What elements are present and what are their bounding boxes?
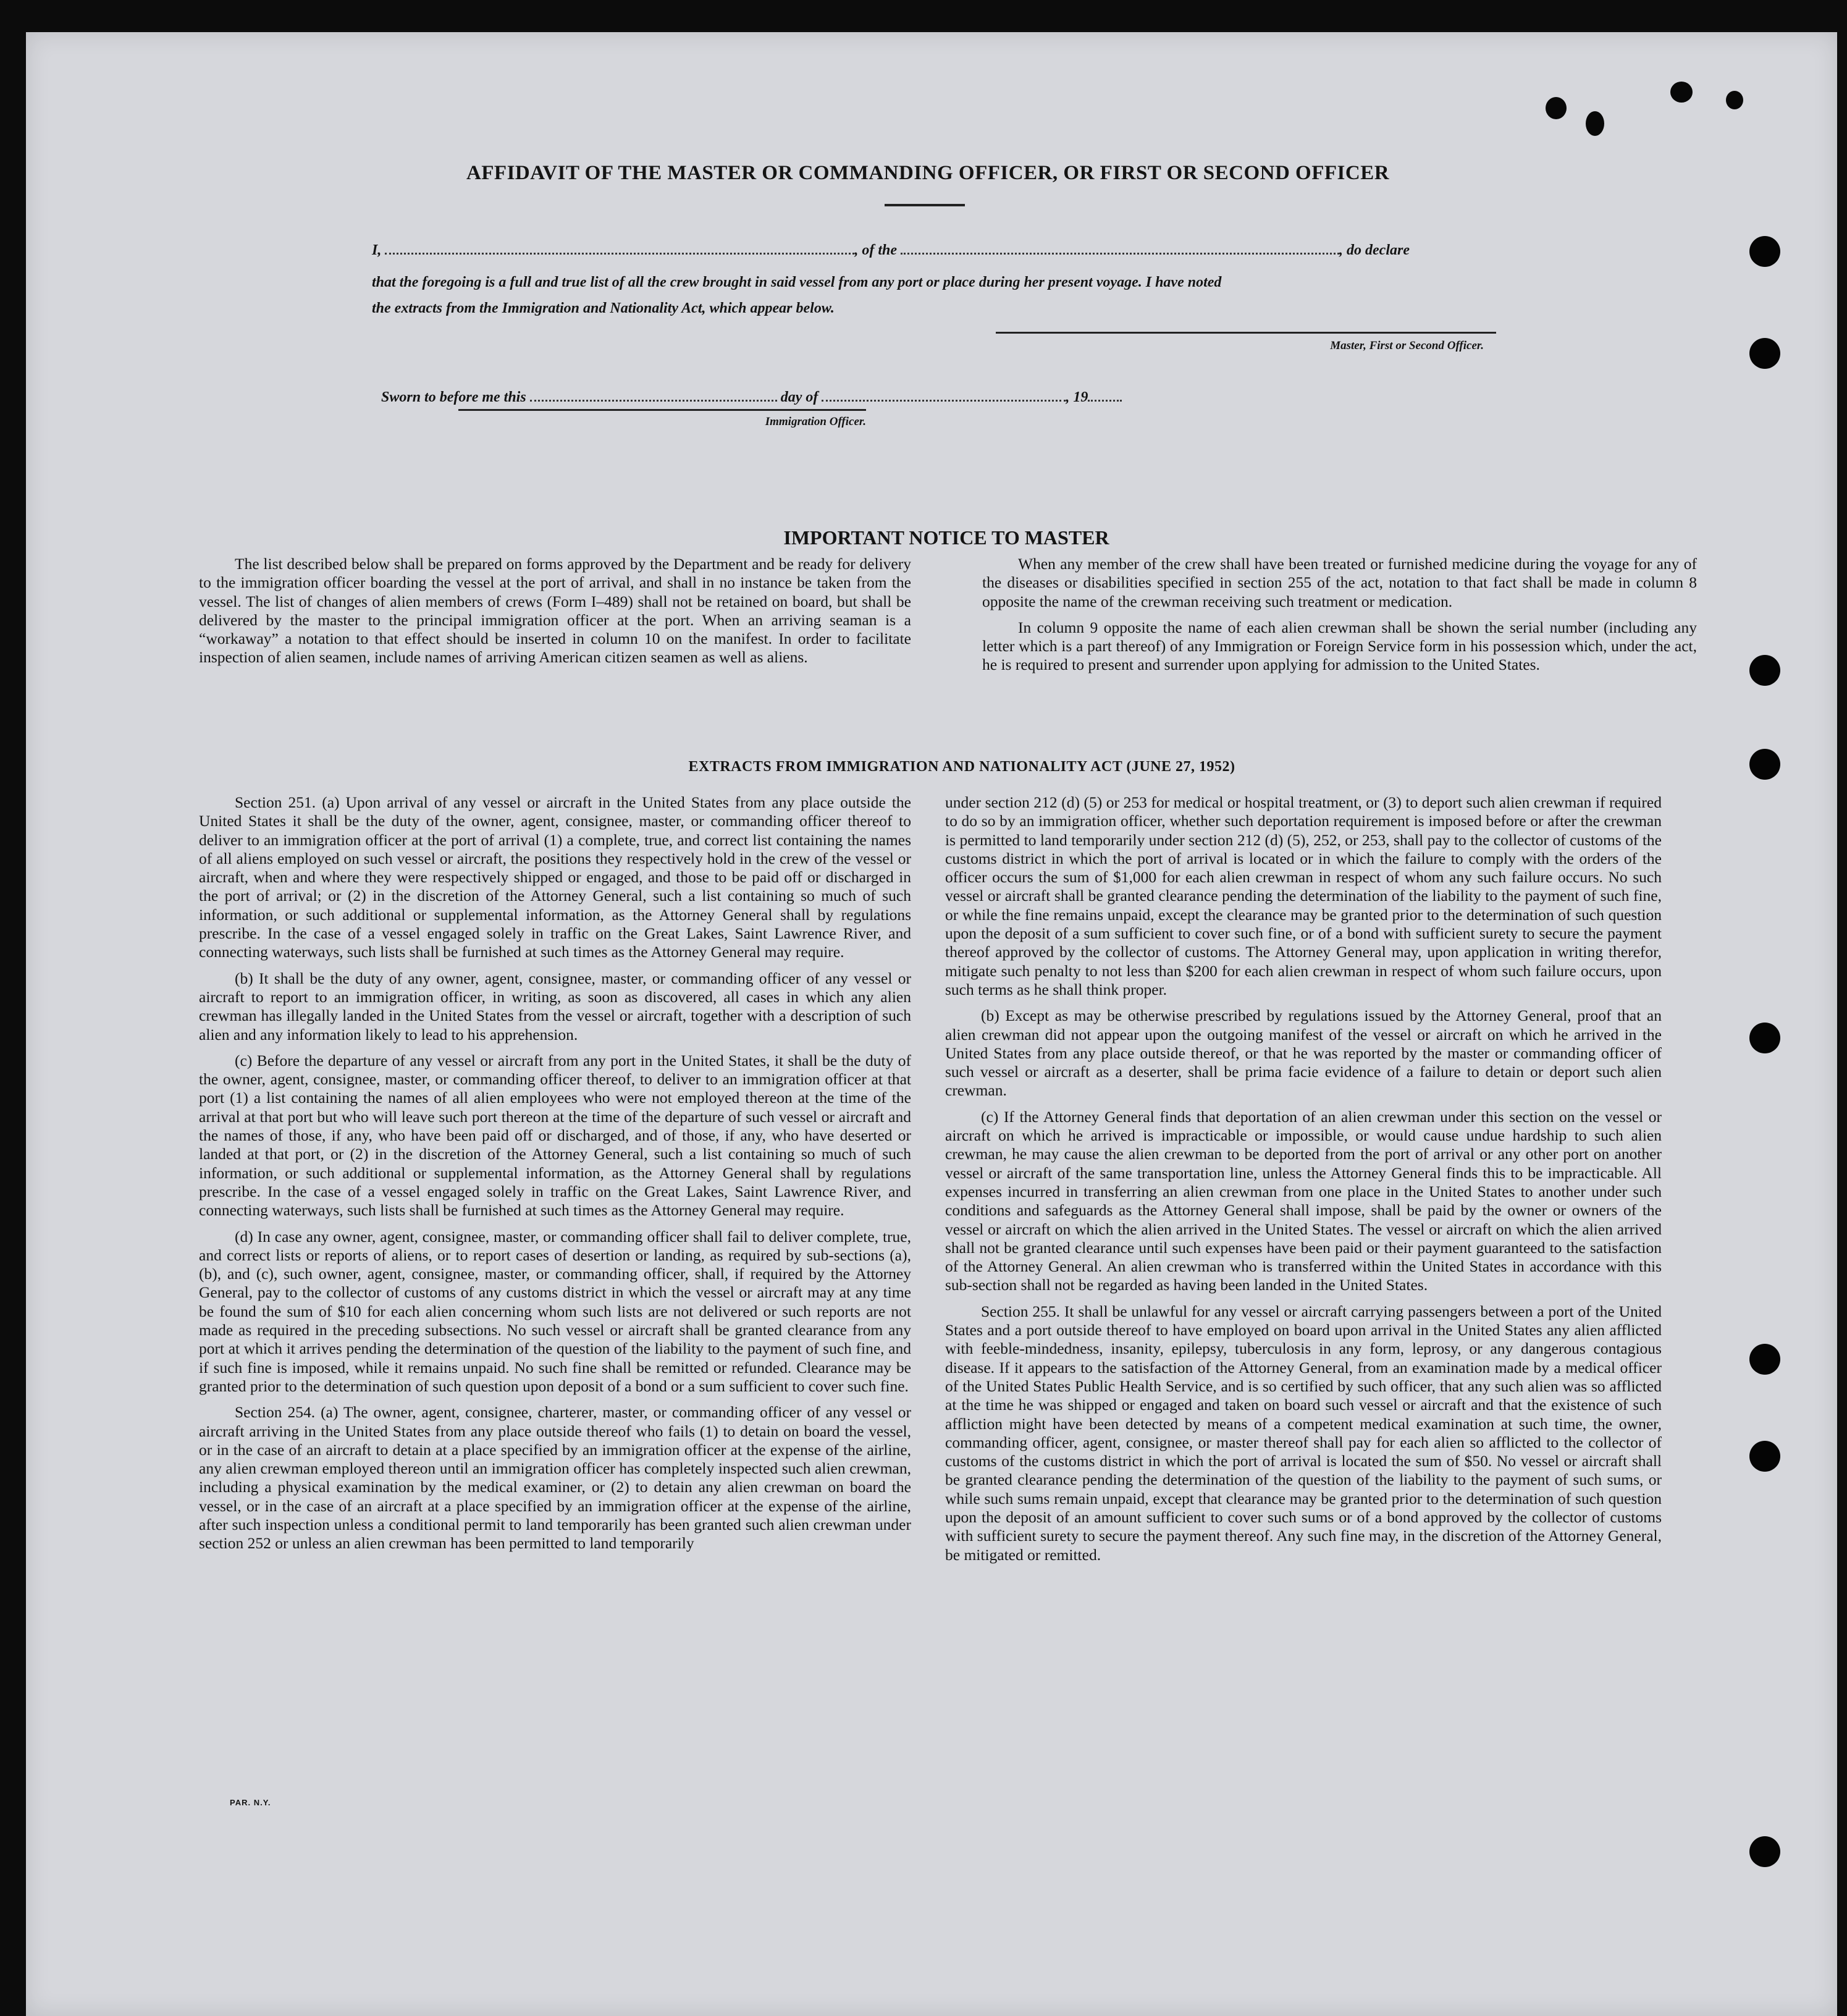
extracts-right-column	[945, 793, 1662, 1572]
affidavit-title: AFFIDAVIT OF THE MASTER OR COMMANDING OFFICER, OR FIRST OR SECOND OFFICER	[466, 162, 1390, 184]
section-254a-continued: under section 212 (d) (5) or 253 for medical or hospital treatment, or (3) to deport such alien crewman if required to do so by an immigration officer, whether such deportation requirement is imposed before or after the crewman is permitted to land temporarily under section 212 (d) (5), 252, or 253, shall pay to the collector of customs of the customs district in which the port of arrival is located or in which the failure to comply with the orders of the officer occurs the sum of $1,000 for each alien crewman in respect of whom any such failure occurs. No such vessel or aircraft shall be granted clearance pending the determination of the liability to the payment of such fine, or while the fine remains unpaid, except the clearance may be granted prior to the determination of such question upon the deposit of a sum sufficient to cover such fine, or of a bond with sufficient surety to secure the payment thereof approved by the collector of customs. The Attorney General may, upon application in writing therefor, mitigate such penalty to not less than $200 for each alien crewman in respect of whom such failure occurs, upon such terms as he shall think proper.	[945, 793, 1662, 998]
sworn-line	[381, 388, 1246, 407]
binder-hole	[1749, 338, 1780, 369]
section-254a: Section 254. (a) The owner, agent, consignee, charterer, master, or commanding officer of any vessel or aircraft arriving in the United States from any place outside thereof who fails (1) to detain on board the vessel, or in the case of an aircraft to detain at a place specified by an immigration officer at the expense of the airline, any alien crewman employed thereon until an immigration officer has completely inspected such alien crewman, including a physical examination by the medical examiner, or (2) to detain any alien crewman on board the vessel, or in the case of an aircraft at a place specified by an immigration officer at the expense of the airline, after such inspection unless a conditional permit to land temporarily has been granted such alien crewman under section 252 or unless an alien crewman has been permitted to land temporarily	[199, 1403, 911, 1553]
section-255: Section 255. It shall be unlawful for any vessel or aircraft carrying passengers between a port of the United States and a port outside thereof to have employed on board upon arrival in the United States any alien afflicted with feeble-mindedness, insanity, epilepsy, tuberculosis in any form, leprosy, or any dangerous contagious disease. If it appears to the satisfaction of the Attorney General, from an examination made by a medical officer of the United States Public Health Service, and is so certified by such officer, that any such alien was so afflicted at the time he was shipped or engaged and taken on board such vessel or aircraft and that the existence of such affliction might have been detected by means of a competent medical examination at such time, the owner, commanding officer, agent, consignee, or master thereof shall pay for each alien so afflicted to the collector of customs of the customs district in which the port of arrival is located the sum of $50. No vessel or aircraft shall be granted clearance pending the determination of the question of the liability to the payment of such sums, or while such sums remain unpaid, except that clearance may be granted prior to the determination of such question upon the deposit of an amount sufficient to cover such sums or of a bond approved by the collector of customs with sufficient surety to secure the payment thereof. Any such fine may, in the discretion of the Attorney General, be mitigated or remitted.	[945, 1302, 1662, 1564]
extracts-title: EXTRACTS FROM IMMIGRATION AND NATIONALITY ACT (JUNE 27, 1952)	[688, 759, 1235, 775]
notice-title: IMPORTANT NOTICE TO MASTER	[783, 526, 1109, 549]
binder-hole	[1749, 1441, 1780, 1472]
ink-speck	[1546, 97, 1567, 119]
ink-speck	[1586, 111, 1604, 136]
name-blank[interactable]	[385, 243, 854, 255]
i-label: I,	[372, 242, 382, 258]
section-254c: (c) If the Attorney General finds that deportation of an alien crewman under this section on the vessel or aircraft on which he arrived is impracticable or impossible, or would cause undue hardship to such alien crewman, he may cause the alien crewman to be deported from the port of arrival or any other port on another vessel or aircraft of the same transportation line, unless the Attorney General finds this to be impracticable. All expenses incurred in transferring an alien crewman from one place in the United States to another under such conditions and safeguards as the Attorney General shall impose, shall be paid by the owner or owners of the vessel or aircraft on which the alien arrived in the United States. The vessel or aircraft on which the alien arrived shall not be granted clearance until such expenses have been paid or their payment guaranteed to the satisfaction of the Attorney General. An alien crewman who is transferred within the United States in accordance with this sub-section shall not be regarded as having been landed in the United States.	[945, 1107, 1662, 1294]
of-the-label: , of the	[854, 242, 898, 258]
binder-hole	[1749, 1023, 1780, 1053]
section-251a: Section 251. (a) Upon arrival of any vessel or aircraft in the United States from any place outside the United States it shall be the duty of the owner, agent, consignee, master, or commanding officer thereof to deliver to an immigration officer at the port of arrival (1) a complete, true, and correct list containing the names of all aliens employed on such vessel or aircraft, the positions they respectively hold in the crew of the vessel or aircraft, when and where they were respectively shipped or engaged, and those to be paid off or discharged in the port of arrival; or (2) in the discretion of the Attorney General, such a list containing so much of such information, or such additional or supplemental information, as the Attorney General shall by regulations prescribe. In the case of a vessel engaged solely in traffic on the Great Lakes, Saint Lawrence River, and connecting waterways, such lists shall be furnished at such times as the Attorney General may require.	[199, 793, 911, 961]
sworn-label: Sworn to before me this	[381, 389, 526, 405]
notice-left-column	[199, 555, 911, 675]
master-signature-label: Master, First or Second Officer.	[1330, 339, 1484, 352]
binder-hole	[1749, 1344, 1780, 1375]
notice-right-paragraph-2: In column 9 opposite the name of each alien crewman shall be shown the serial number (including any letter which is a part thereof) of any Immigration or Foreign Service form in his possession which, under the act, he is required to present and surrender upon applying for admission to the United States.	[982, 618, 1697, 674]
printer-mark: PAR. N.Y.	[230, 1798, 271, 1807]
binder-hole	[1749, 655, 1780, 686]
notice-right-column	[982, 555, 1697, 682]
day-of-label: day of	[780, 389, 818, 405]
notice-right-paragraph-1: When any member of the crew shall have been treated or furnished medicine during the voyage for any of the diseases or disabilities specified in section 255 of the act, notation to that fact shall be made in column 8 opposite the name of the crewman receiving such treatment or medication.	[982, 555, 1697, 610]
declaration-line-3: the extracts from the Immigration and Nationality Act, which appear below.	[372, 300, 835, 316]
officer-signature-label: Immigration Officer.	[765, 415, 866, 428]
extracts-left-column	[199, 793, 911, 1561]
officer-signature-line[interactable]	[458, 409, 866, 411]
declaration-line-1	[372, 241, 1518, 259]
ink-speck	[1670, 82, 1693, 103]
sworn-year-blank[interactable]	[1088, 390, 1122, 402]
notice-left-paragraph: The list described below shall be prepared on forms approved by the Department and be ready for delivery to the immigration officer boarding the vessel at the port of arrival, and shall in no instance be taken from the vessel. The list of changes of alien members of crews (Form I–489) shall not be retained on board, but shall be delivered by the master to the principal immigration officer at the port. When an arriving seaman is a “workaway” a notation to that effect should be inserted in column 10 on the manifest. In order to facilitate inspection of alien seamen, include names of arriving American citizen seamen as well as aliens.	[199, 555, 911, 667]
binder-hole	[1749, 749, 1780, 780]
section-251d: (d) In case any owner, agent, consignee, master, or commanding officer shall fail to deliver complete, true, and correct lists or reports of aliens, or to report cases of desertion or landing, as required by sub-sections (a), (b), and (c), such owner, agent, consignee, master, or commanding officer, shall, if required by the Attorney General, pay to the collector of customs of any customs district in which the vessel or aircraft may at any time be found the sum of $10 for each alien concerning whom such lists are not delivered or such reports are not made as required in the preceding subsections. No such vessel or aircraft shall be granted clearance from any port at which it arrives pending the determination of the question of the liability to the payment of such fine, and if such fine is imposed, while it remains unpaid. No such fine shall be remitted or refunded. Clearance may be granted prior to the determination of such question upon deposit of a bond or a sum sufficient to cover such fine.	[199, 1227, 911, 1395]
ink-speck	[1726, 91, 1743, 109]
sworn-day-blank[interactable]	[530, 390, 777, 402]
title-underline	[885, 204, 965, 206]
do-declare-label: , do declare	[1339, 242, 1410, 258]
section-251b: (b) It shall be the duty of any owner, agent, consignee, master, or commanding officer of any vessel or aircraft to report to an immigration officer, in writing, as soon as discovered, all cases in which any alien crewman has illegally landed in the United States from the vessel or aircraft, together with a description of such alien and any information likely to lead to his apprehension.	[199, 969, 911, 1044]
section-251c: (c) Before the departure of any vessel or aircraft from any port in the United States, it shall be the duty of the owner, agent, consignee, master, or commanding officer thereof, to deliver to an immigration officer at that port (1) a list containing the names of all alien employees who were not employed thereon at the time of the arrival at that port but who will leave such port thereon at the time of the departure of such vessel or aircraft and the names of those, if any, who have been paid off or discharged, and of those, if any, who have deserted or landed at that port, or (2) in the discretion of the Attorney General, such a list containing so much of such information, or such additional or supplemental information, as the Attorney General shall by regulations prescribe. In the case of a vessel engaged solely in traffic on the Great Lakes, Saint Lawrence River, and connecting waterways, such lists shall be furnished at such times as the Attorney General may require.	[199, 1051, 911, 1220]
master-signature-line[interactable]	[996, 332, 1496, 334]
sworn-month-blank[interactable]	[822, 390, 1066, 402]
year-prefix-label: , 19	[1066, 389, 1088, 405]
document-page	[26, 32, 1837, 2016]
declaration-line-2: that the foregoing is a full and true list of all the crew brought in said vessel from any port or place during her present voyage. I have noted	[372, 274, 1222, 290]
section-254b: (b) Except as may be otherwise prescribed by regulations issued by the Attorney General, proof that an alien crewman did not appear upon the outgoing manifest of the vessel or aircraft on which he arrived in the United States from any place outside thereof, or that he was reported by the master or commanding officer of such vessel or aircraft as a deserter, shall be prima facie evidence of a failure to detain or deport such alien crewman.	[945, 1006, 1662, 1100]
binder-hole	[1749, 1836, 1780, 1867]
binder-hole	[1749, 236, 1780, 267]
vessel-blank[interactable]	[901, 243, 1339, 255]
